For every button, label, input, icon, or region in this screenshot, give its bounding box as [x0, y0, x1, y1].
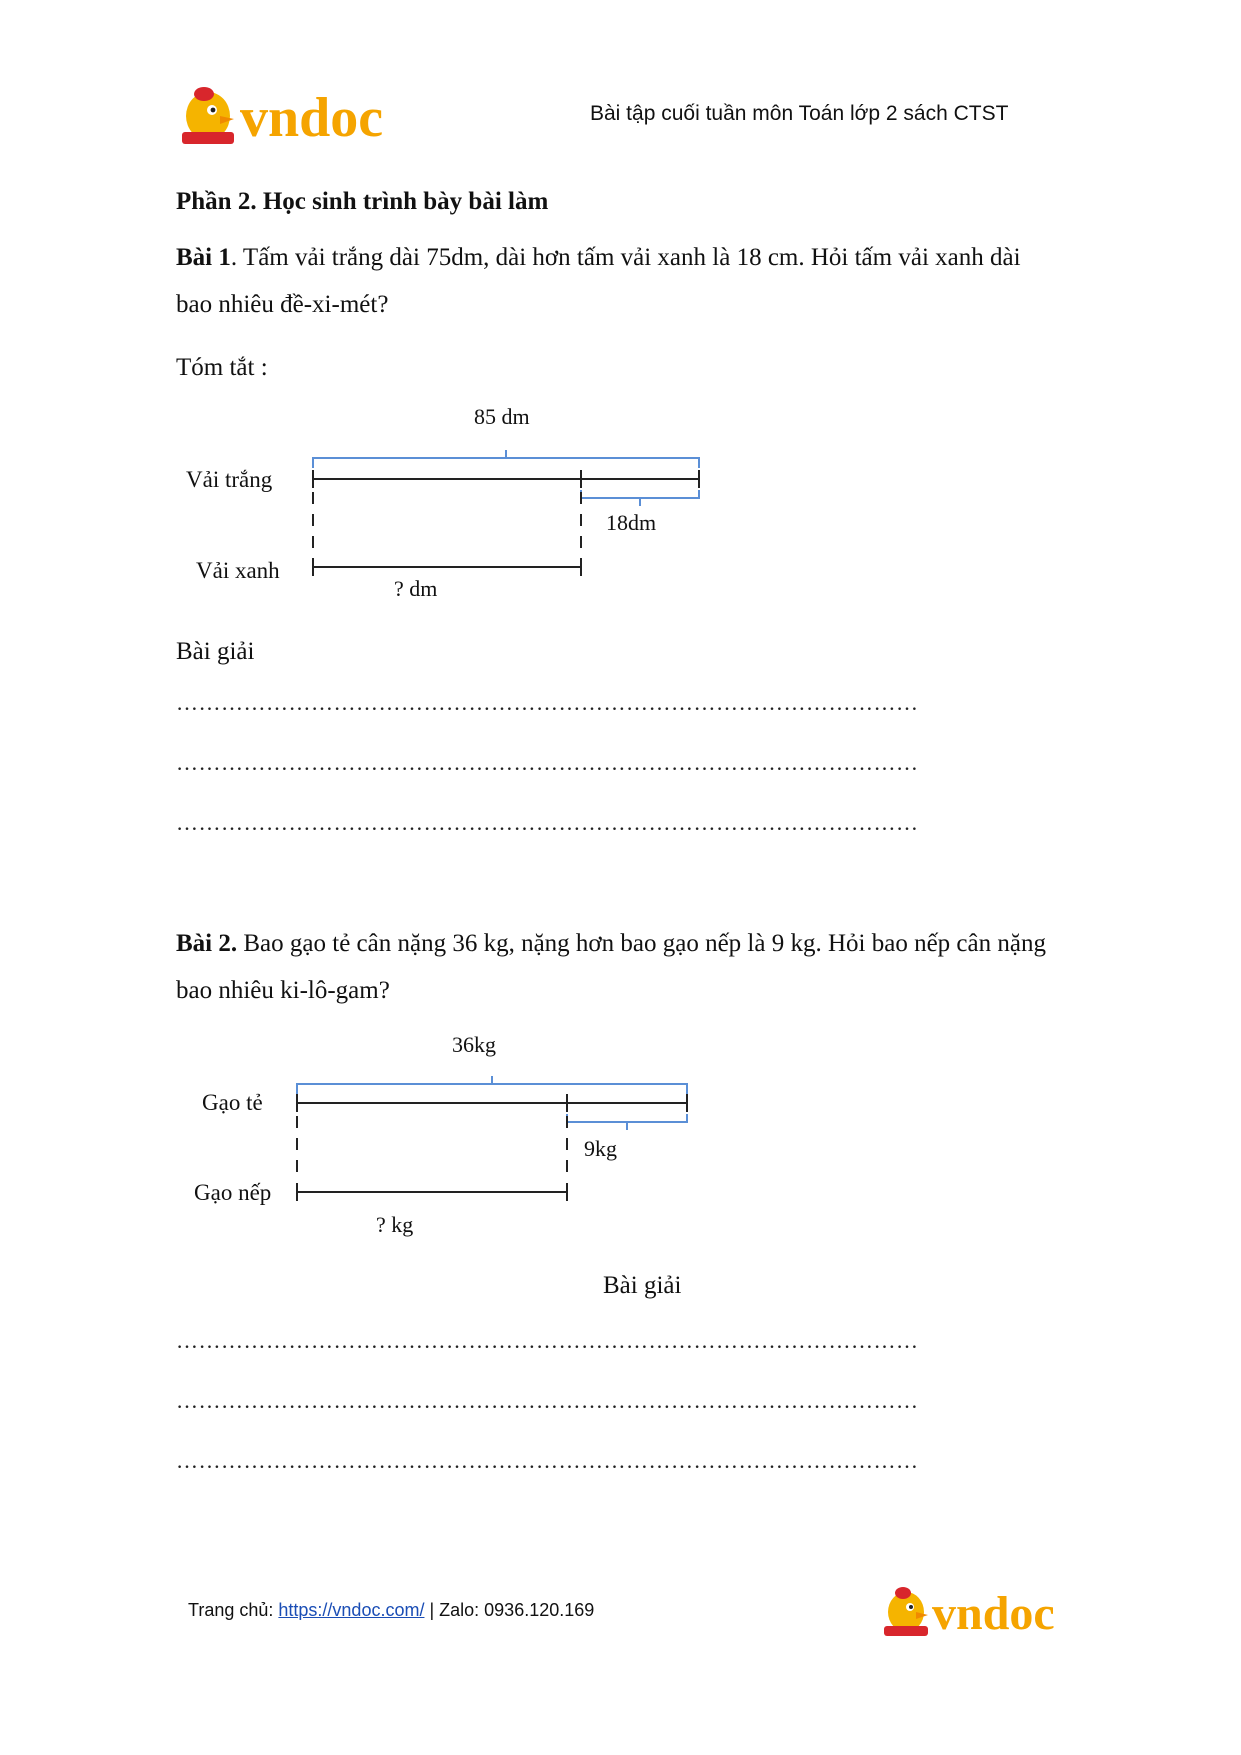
chicken-mascot-icon [182, 87, 234, 144]
bai2-answer-line[interactable]: ……………………………………………………………………………………… [176, 1388, 919, 1413]
bai2-unknown-label: ? kg [376, 1212, 414, 1237]
bai1-answer-line[interactable]: ……………………………………………………………………………………… [176, 690, 919, 715]
bai1-unknown-label: ? dm [394, 576, 438, 601]
bai1-row1-label: Vải trắng [186, 467, 273, 492]
bai2-diff-bracket [567, 1114, 687, 1130]
bai1-segment-diagram [176, 400, 736, 620]
logo-wordmark: vndoc [240, 87, 384, 149]
footer-zalo: | Zalo: 0936.120.169 [424, 1600, 595, 1620]
bai2-answer-line[interactable]: ……………………………………………………………………………………… [176, 1448, 919, 1473]
bai1-text-line1: . Tấm vải trắng dài 75dm, dài hơn tấm vải xanh là 18 cm. Hỏi tấm vải xanh dài [230, 244, 1021, 271]
bai2-solution-label: Bài giải [603, 1272, 682, 1299]
bai1-summary-label: Tóm tắt : [176, 354, 268, 381]
bai1-diff-bracket [581, 490, 699, 506]
vndoc-logo[interactable] [176, 82, 436, 152]
bai2-answer-line[interactable]: ……………………………………………………………………………………… [176, 1328, 919, 1353]
bai1-total-bracket [313, 450, 699, 468]
bai2-segment-diagram [176, 1030, 736, 1250]
vndoc-footer-logo[interactable] [880, 1582, 1100, 1642]
page-header-title: Bài tập cuối tuần môn Toán lớp 2 sách CTST [590, 102, 1009, 125]
footer-home-label: Trang chủ: [188, 1600, 279, 1620]
bai2-total-bracket [297, 1076, 687, 1094]
footer-logo-wordmark: vndoc [932, 1587, 1055, 1640]
bai2-label: Bài 2. [176, 930, 238, 957]
bai2-total-label: 36kg [452, 1032, 496, 1057]
bai2-text-line1: Bao gạo tẻ cân nặng 36 kg, nặng hơn bao gạo nếp là 9 kg. Hỏi bao nếp cân nặng [237, 930, 1046, 957]
bai1-total-label: 85 dm [474, 404, 530, 429]
footer-home-link[interactable]: https://vndoc.com/ [278, 1600, 425, 1620]
bai2-row1-label: Gạo tẻ [202, 1090, 263, 1115]
footer-contact [188, 1600, 594, 1621]
bai1-problem [176, 234, 1116, 281]
bai1-solution-label: Bài giải [176, 638, 255, 665]
bai2-problem [176, 920, 1116, 967]
bai1-text-line2: bao nhiêu đề-xi-mét? [176, 291, 389, 318]
bai2-text-line2: bao nhiêu ki-lô-gam? [176, 977, 390, 1004]
section-heading: Phần 2. Học sinh trình bày bài làm [176, 188, 549, 215]
bai1-answer-line[interactable]: ……………………………………………………………………………………… [176, 810, 919, 835]
bai2-row2-label: Gạo nếp [194, 1180, 272, 1205]
bai1-answer-line[interactable]: ……………………………………………………………………………………… [176, 750, 919, 775]
chicken-mascot-icon [884, 1587, 928, 1636]
bai1-row2-label: Vải xanh [196, 558, 280, 583]
bai1-label: Bài 1 [176, 244, 231, 271]
bai1-diff-label: 18dm [606, 510, 657, 535]
bai2-diff-label: 9kg [584, 1136, 617, 1161]
